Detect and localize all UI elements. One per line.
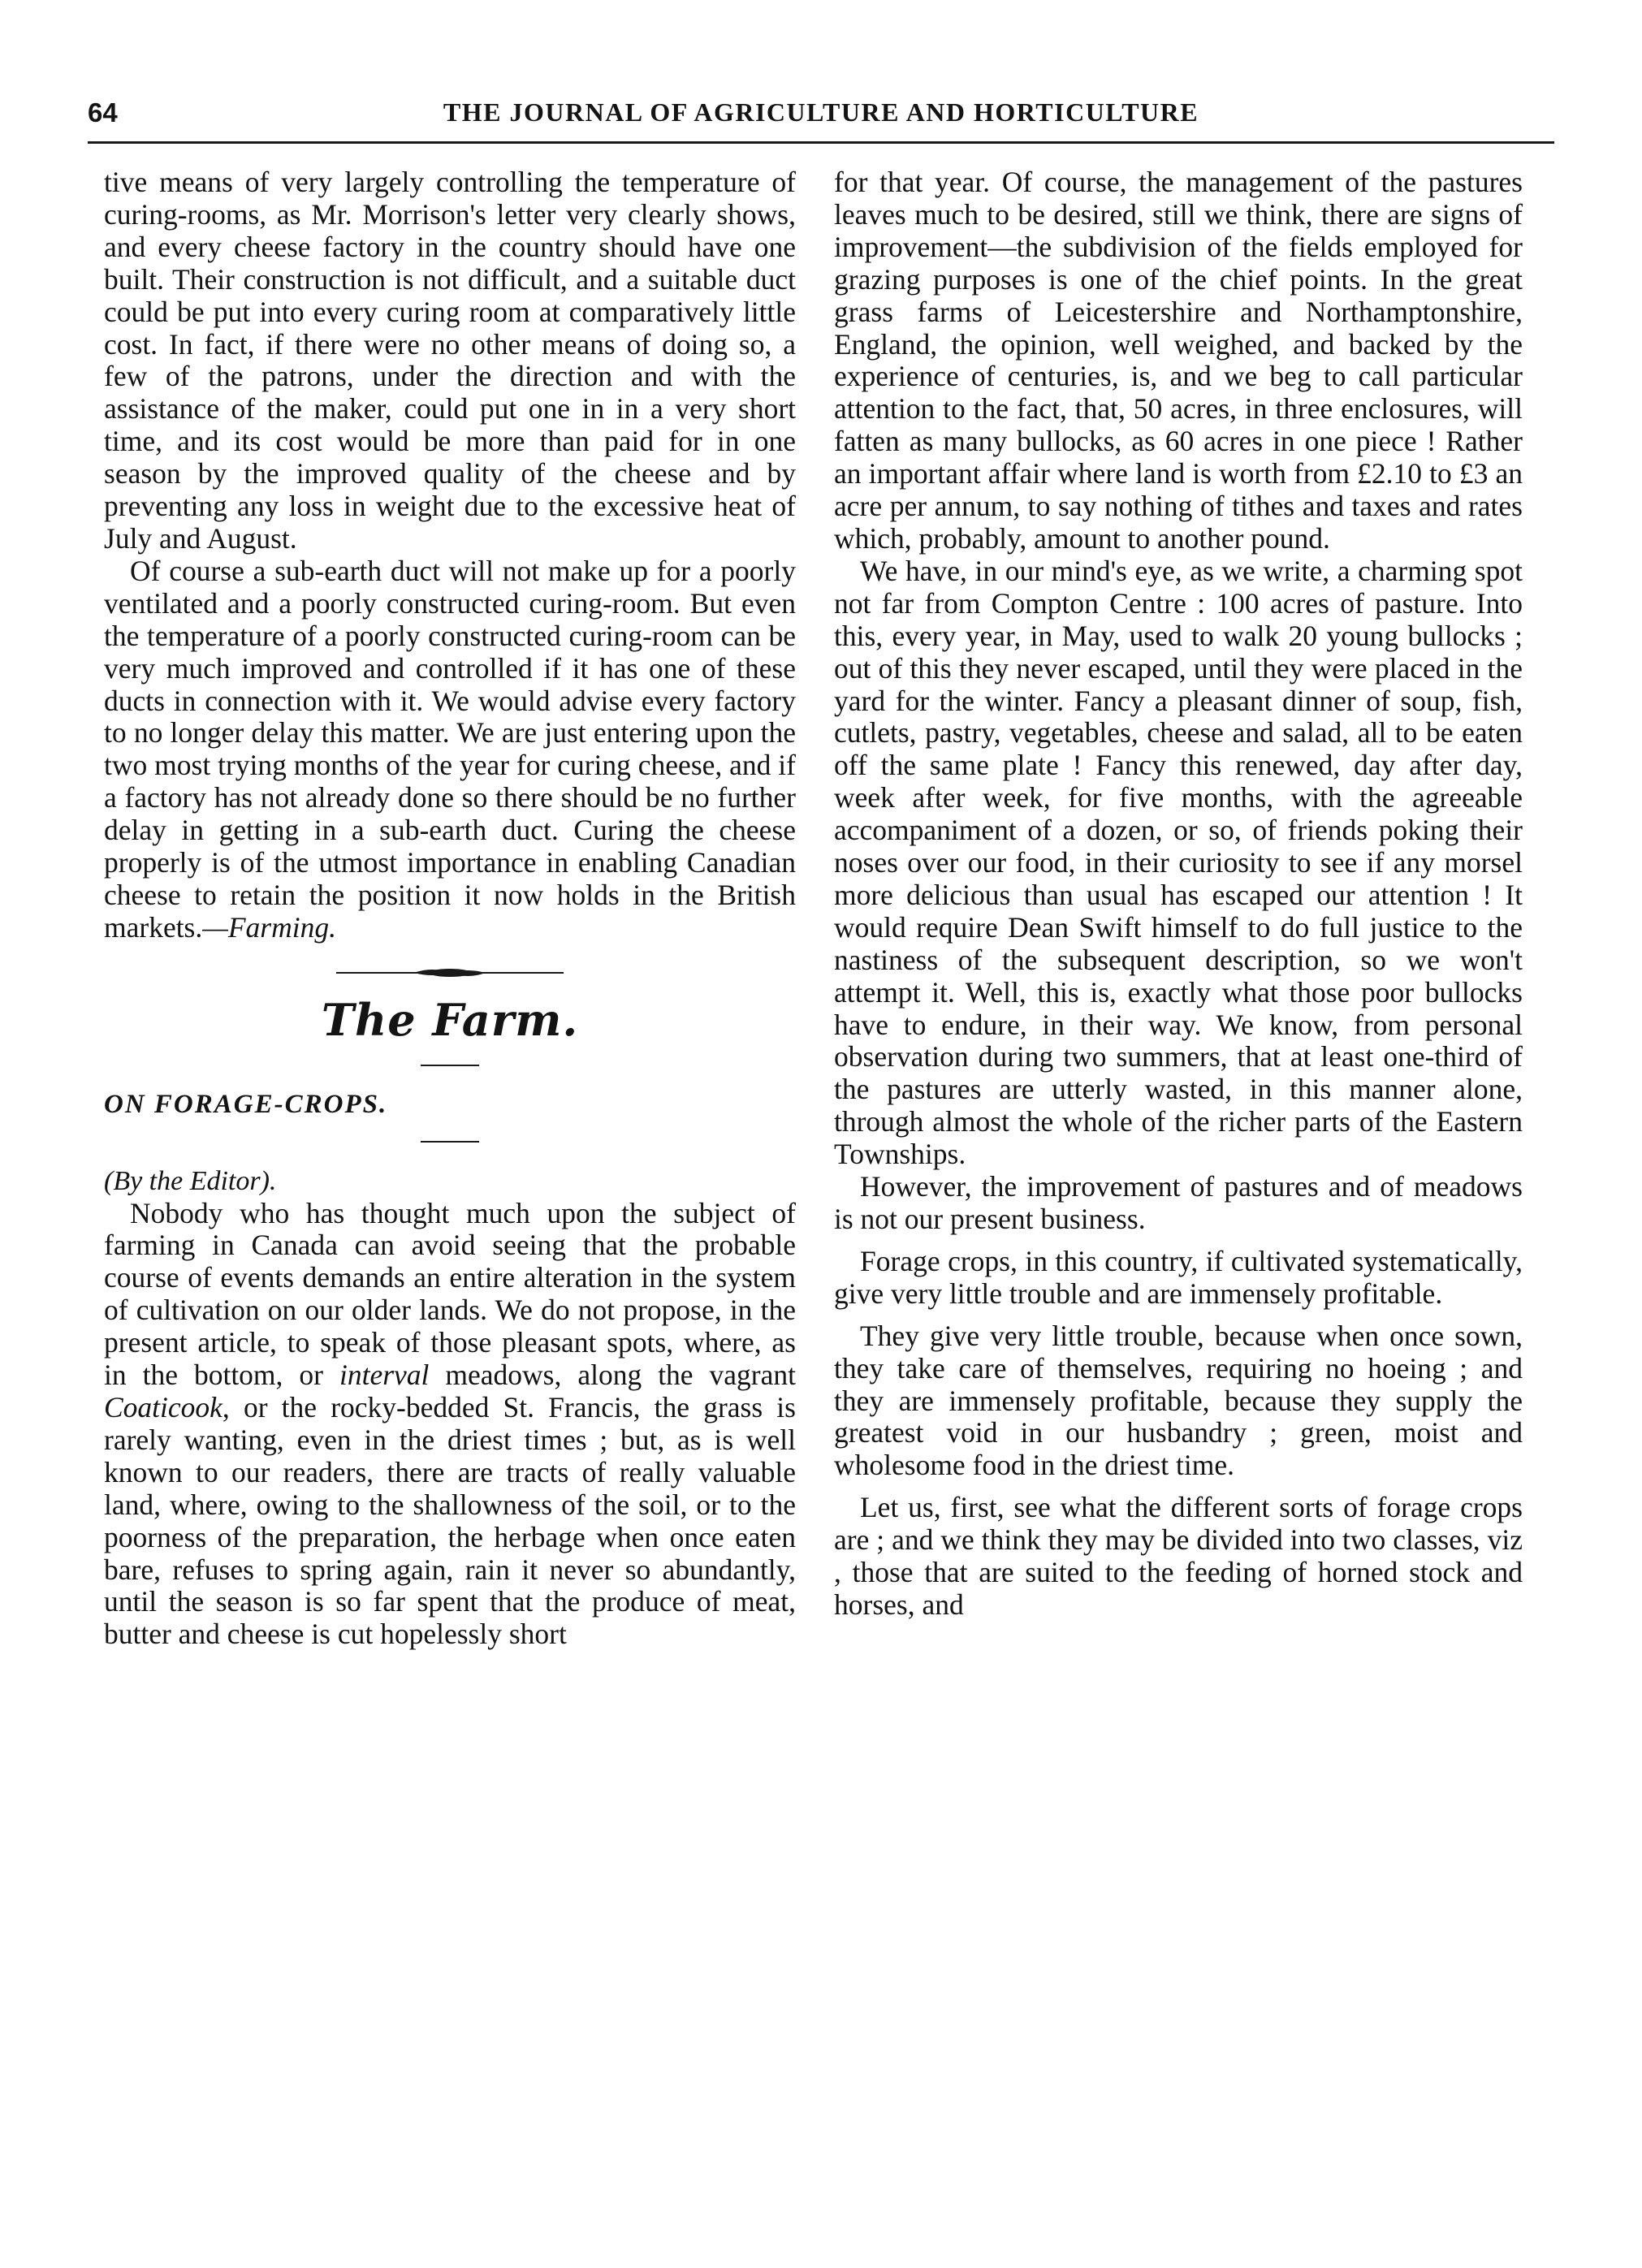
left-paragraph-2 bbox=[104, 555, 796, 944]
page-header bbox=[88, 97, 1554, 140]
right-column bbox=[834, 166, 1523, 1622]
left-paragraph-3-em-interval: interval bbox=[339, 1359, 430, 1392]
left-paragraph-2-text: Of course a sub-earth duct will not make up for a poorly ventilated and a poorly constructed curing-room. But even the temperature of a poorly constructed curing-room can be very much improved and controlled if it has one of these ducts in connection with it. We would advise every factory to no longer delay this matter. We are just entering upon the two most trying months of the year for curing cheese, and if a factory has not already done so there should be no further delay in getting in a sub-earth duct. Curing the cheese properly is of the utmost importance in enabling Canadian cheese to retain the position it now holds in the British markets. bbox=[104, 554, 796, 944]
heading-rule-lower bbox=[421, 1141, 479, 1143]
left-paragraph-1: tive means of very largely controlling the temperature of curing-rooms, as Mr. Morrison's letter very clearly shows, and every cheese factory in the country should have one built. Their construction is not difficult, and a suitable duct could be put into every curing room at comparatively little cost. In fact, if there were no other means of doing so, a few of the patrons, under the direction and with the assistance of the maker, could put one in in a very short time, and its cost would be more than paid for in one season by the improved quality of the cheese and by preventing any loss in weight due to the excessive heat of July and August. bbox=[104, 166, 796, 555]
right-paragraph-4: Forage crops, in this country, if cultivated systematically, give very little trouble and are immensely profitable. bbox=[834, 1244, 1523, 1310]
left-paragraph-3-part-b: meadows, along the vagrant bbox=[429, 1359, 796, 1392]
article-title: ON FORAGE-CROPS. bbox=[104, 1089, 388, 1119]
left-column bbox=[104, 166, 796, 1651]
left-paragraph-3-part-a: Nobody who has thought much upon the subject of farming in Canada can avoid seeing that the probable course of events demands an entire alteration in the system of cultivation on our older lands. We do not propose, in the present article, to speak of those pleasant spots, where, as in the bottom, or bbox=[104, 1196, 796, 1392]
heading-rule-upper bbox=[421, 1065, 479, 1066]
right-paragraph-1: for that year. Of course, the management of the pastures leaves much to be desired, still we think, there are signs of improvement—the subdivision of the fields employed for grazing purposes is one of the chief points. In the great grass farms of Leicestershire and Northamptonshire, England, the opinion, well weighed, and backed by the experience of centuries, is, and we beg to call particular attention to the fact, that, 50 acres, in three enclosures, will fatten as many bullocks, as 60 acres in one piece ! Rather an important affair where land is worth from £2.10 to £3 an acre per annum, to say nothing of tithes and taxes and rates which, probably, amount to another pound. bbox=[834, 166, 1523, 555]
right-paragraph-6: Let us, first, see what the different sorts of forage crops are ; and we think they may be divided into two classes, viz , those that are suited to the feeding of horned stock and horses, and bbox=[834, 1491, 1523, 1621]
header-rule bbox=[88, 141, 1554, 144]
left-paragraph-2-source: —Farming. bbox=[202, 910, 336, 944]
left-paragraph-3 bbox=[104, 1198, 796, 1652]
right-paragraph-3: However, the improvement of pastures and of meadows is not our present business. bbox=[834, 1170, 1523, 1235]
right-paragraph-5: They give very little trouble, because when once sown, they take care of themselves, requiring no hoeing ; and they are immensely profitable, because they supply the greatest void in our husbandry ; green, moist and wholesome food in the driest time. bbox=[834, 1319, 1523, 1482]
running-title: THE JOURNAL OF AGRICULTURE AND HORTICULTURE bbox=[443, 97, 1199, 127]
divider-ornament-icon bbox=[336, 966, 564, 980]
left-paragraph-3-part-c: , or the rocky-bedded St. Francis, the grass is rarely wanting, even in the driest times ; but, as is well known to our readers, there are tracts of really valuable land, where, owing to the shallowness of the soil, or to the poorness of the preparation, the herbage when once eaten bare, refuses to spring again, rain it never so abundantly, until the season is so far spent that the produce of meat, butter and cheese is cut hopelessly short bbox=[104, 1391, 796, 1651]
right-paragraph-2: We have, in our mind's eye, as we write, a charming spot not far from Compton Centre : 100 acres of pasture. Into this, every year, in May, used to walk 20 young bullocks ; out of this they never escaped, until they were placed in the yard for the winter. Fancy a pleasant dinner of soup, fish, cutlets, pastry, vegetables, cheese and salad, all to be eaten off the same plate ! Fancy this renewed, day after day, week after week, for five months, with the agreeable accompaniment of a dozen, or so, of friends poking their noses over our food, in their curiosity to see if any morsel more delicious than usual has escaped our attention ! It would require Dean Swift himself to do full justice to the nastiness of the subsequent description, so we won't attempt it. Well, this is, exactly what those poor bullocks have to endure, in their way. We know, from personal observation during two summers, that at least one-third of the pastures are utterly wasted, in this manner alone, through almost the whole of the richer parts of the Eastern Townships. bbox=[834, 554, 1523, 1171]
left-paragraph-3-em-coaticook: Coaticook bbox=[104, 1391, 223, 1423]
article-byline: (By the Editor). bbox=[104, 1165, 277, 1196]
section-heading-the-farm: The Farm. bbox=[321, 993, 579, 1046]
page-number: 64 bbox=[88, 97, 118, 127]
